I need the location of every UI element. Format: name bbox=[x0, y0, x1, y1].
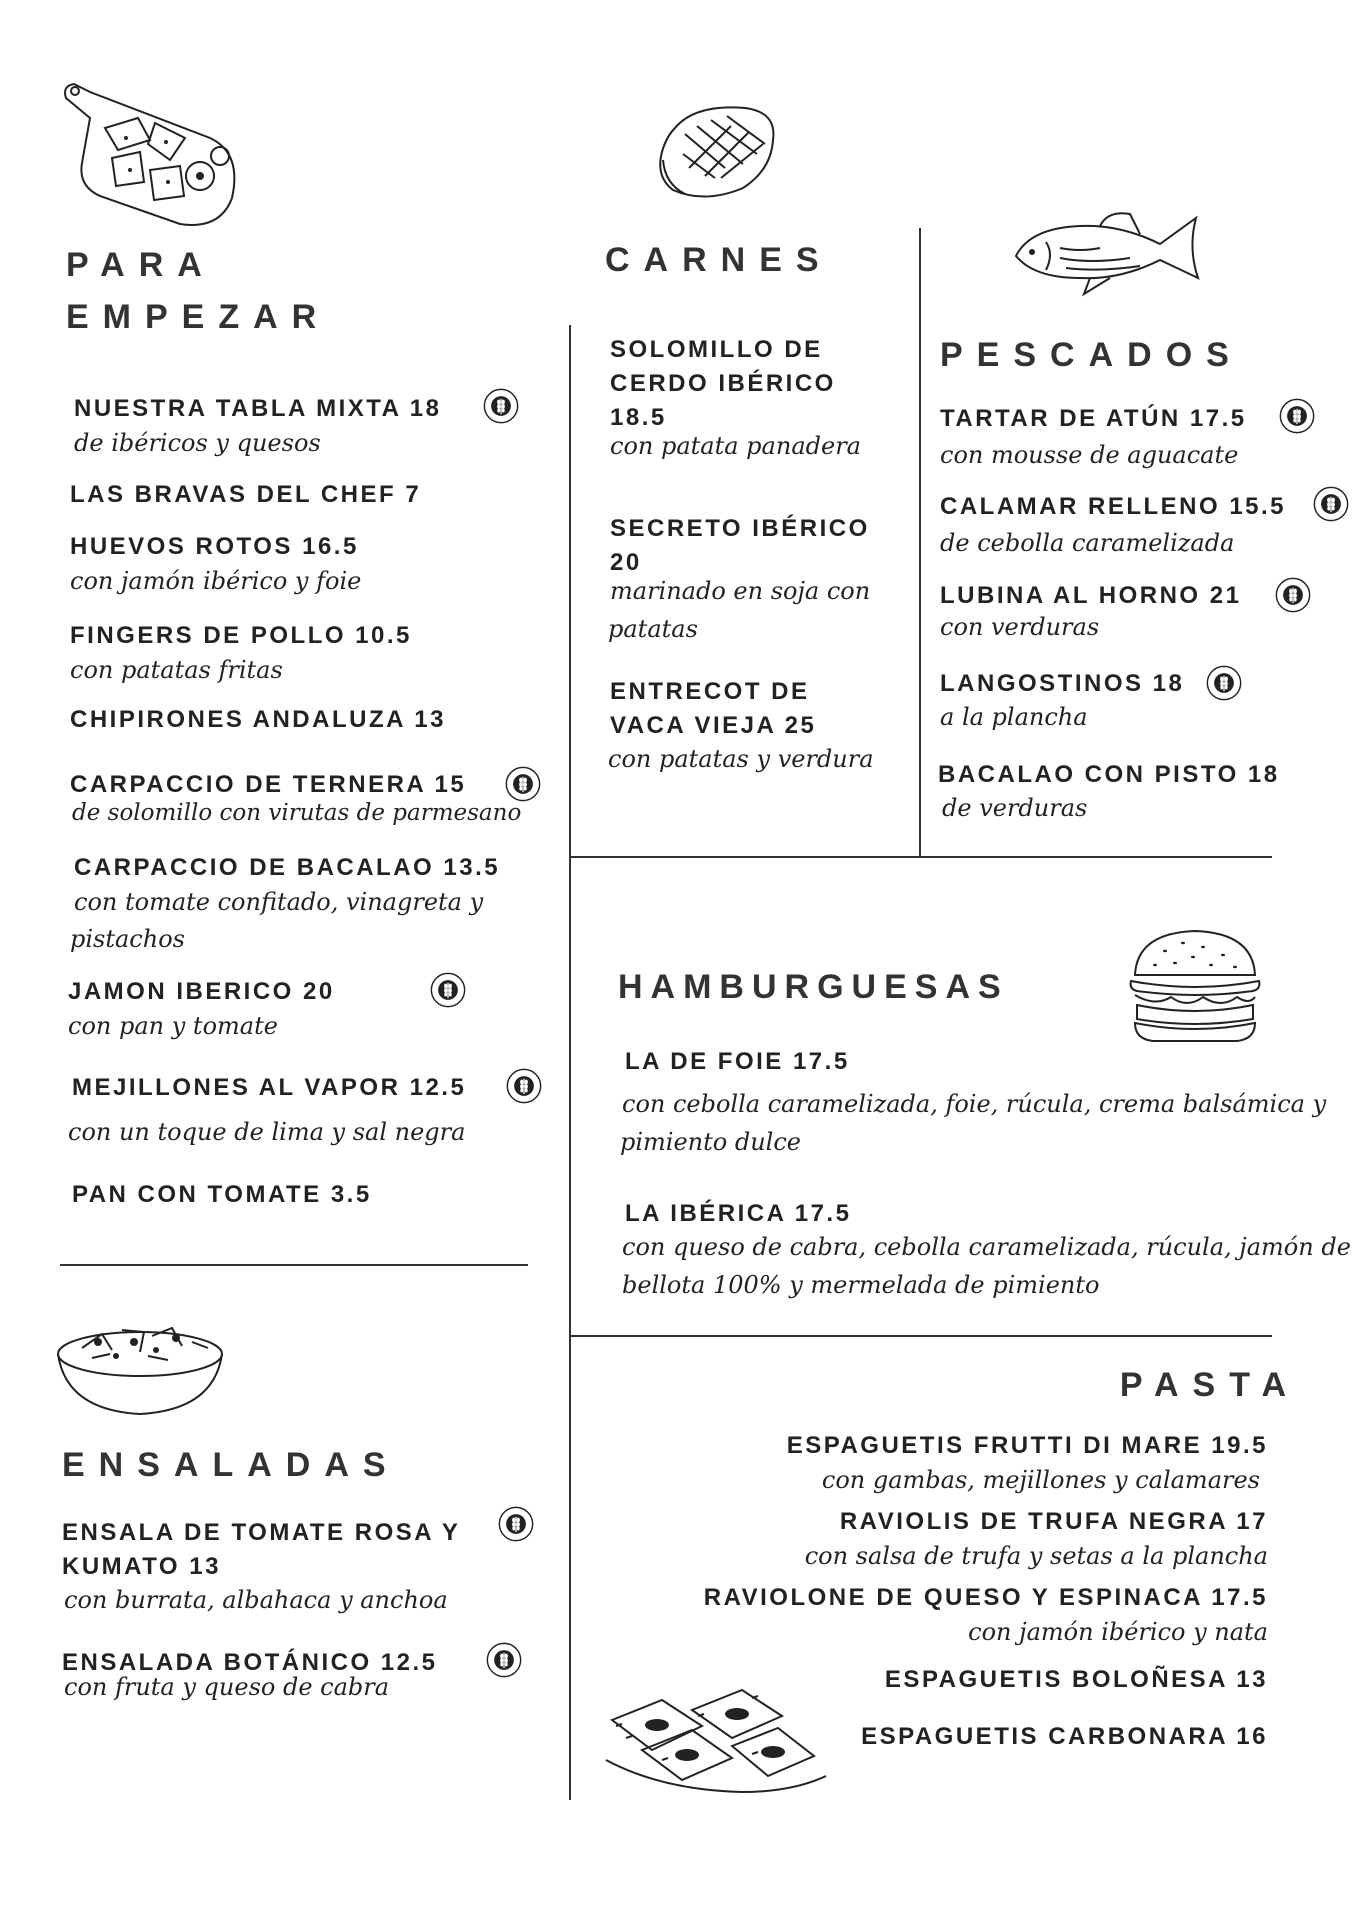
menu-item-name: SECRETO IBÉRICO bbox=[610, 515, 870, 542]
menu-item-name: PAN CON TOMATE 3.5 bbox=[72, 1181, 372, 1208]
divider-carnes-left bbox=[569, 325, 571, 1800]
menu-item-desc: de cebolla caramelizada bbox=[940, 529, 1235, 557]
menu-item-desc: con gambas, mejillones y calamares bbox=[821, 1466, 1260, 1494]
section-title-hamburguesas: HAMBURGUESAS bbox=[618, 968, 1009, 1006]
section-title-carnes: CARNES bbox=[605, 241, 833, 279]
section-title-ensaladas: ENSALADAS bbox=[62, 1446, 400, 1484]
menu-item-desc: marinado en soja con bbox=[610, 577, 871, 605]
salad-bowl-illustration bbox=[52, 1318, 227, 1418]
menu-item-name: ENSALA DE TOMATE ROSA Y bbox=[62, 1519, 461, 1546]
menu-item-desc: con un toque de lima y sal negra bbox=[68, 1118, 466, 1146]
gluten-free-icon bbox=[430, 972, 466, 1008]
menu-item-name: ESPAGUETIS CARBONARA 16 bbox=[861, 1723, 1268, 1750]
menu-item-name: SOLOMILLO DE bbox=[610, 336, 823, 363]
divider-hamburguesas-pasta bbox=[570, 1335, 1272, 1337]
menu-item-desc: pistachos bbox=[70, 925, 185, 953]
menu-item-desc: con jamón ibérico y nata bbox=[968, 1618, 1268, 1646]
menu-item-desc: con mousse de aguacate bbox=[940, 441, 1239, 469]
section-title-para: PARA bbox=[66, 246, 216, 284]
menu-item-name: VACA VIEJA 25 bbox=[610, 712, 817, 739]
menu-item-desc: con patatas fritas bbox=[70, 656, 283, 684]
section-title-pasta: PASTA bbox=[1119, 1366, 1300, 1404]
menu-item-name: ESPAGUETIS BOLOÑESA 13 bbox=[884, 1666, 1268, 1693]
menu-item-desc: con pan y tomate bbox=[68, 1012, 278, 1040]
menu-item-name: 20 bbox=[610, 549, 642, 576]
menu-item-name: CARPACCIO DE BACALAO 13.5 bbox=[74, 854, 501, 881]
menu-item-name: JAMON IBERICO 20 bbox=[68, 978, 335, 1005]
menu-item-desc: patatas bbox=[608, 615, 698, 643]
menu-item-desc: con patata panadera bbox=[610, 432, 861, 460]
menu-item-name: LAS BRAVAS DEL CHEF 7 bbox=[70, 481, 422, 508]
steak-illustration bbox=[655, 98, 785, 208]
menu-item-name: LA IBÉRICA 17.5 bbox=[625, 1200, 852, 1227]
divider-empezar-ensaladas bbox=[60, 1264, 528, 1266]
menu-item-name: RAVIOLONE DE QUESO Y ESPINACA 17.5 bbox=[703, 1584, 1268, 1611]
section-title-pescados: PESCADOS bbox=[940, 336, 1243, 374]
gluten-free-icon bbox=[506, 1068, 542, 1104]
menu-item-desc: con salsa de trufa y setas a la plancha bbox=[804, 1542, 1268, 1570]
menu-item-name: CARPACCIO DE TERNERA 15 bbox=[70, 771, 467, 798]
menu-item-desc: pimiento dulce bbox=[620, 1128, 801, 1156]
gluten-free-icon bbox=[1279, 398, 1315, 434]
menu-item-name: CHIPIRONES ANDALUZA 13 bbox=[70, 706, 446, 733]
menu-item-name: 18.5 bbox=[610, 404, 667, 431]
fish-illustration bbox=[1010, 208, 1205, 298]
menu-item-name: BACALAO CON PISTO 18 bbox=[938, 761, 1280, 788]
menu-item-desc: con queso de cabra, cebolla caramelizada, rúcula, jamón de bbox=[622, 1233, 1351, 1261]
divider-top-band bbox=[570, 856, 1272, 858]
gluten-free-icon bbox=[483, 388, 519, 424]
divider-carnes-pescados bbox=[919, 228, 921, 858]
menu-item-name: ENTRECOT DE bbox=[610, 678, 810, 705]
menu-item-name: CERDO IBÉRICO bbox=[610, 370, 836, 397]
menu-item-name: LA DE FOIE 17.5 bbox=[625, 1048, 850, 1075]
cutting-board-illustration bbox=[60, 78, 245, 233]
menu-item-name: NUESTRA TABLA MIXTA 18 bbox=[74, 395, 442, 422]
gluten-free-icon bbox=[498, 1506, 534, 1542]
menu-item-desc: con fruta y queso de cabra bbox=[64, 1673, 390, 1701]
menu-item-name: ENSALADA BOTÁNICO 12.5 bbox=[62, 1649, 438, 1676]
menu-item-desc: con burrata, albahaca y anchoa bbox=[64, 1586, 448, 1614]
menu-item-name: ESPAGUETIS FRUTTI DI MARE 19.5 bbox=[786, 1432, 1268, 1459]
menu-item-name: FINGERS DE POLLO 10.5 bbox=[70, 622, 412, 649]
menu-item-desc: bellota 100% y mermelada de pimiento bbox=[622, 1271, 1100, 1299]
menu-item-name: TARTAR DE ATÚN 17.5 bbox=[940, 405, 1247, 432]
menu-item-desc: a la plancha bbox=[940, 703, 1088, 731]
menu-item-desc: con verduras bbox=[940, 613, 1100, 641]
menu-item-desc: de verduras bbox=[942, 794, 1088, 822]
burger-illustration bbox=[1125, 925, 1265, 1045]
menu-item-name: LANGOSTINOS 18 bbox=[940, 670, 1185, 697]
menu-item-name: CALAMAR RELLENO 15.5 bbox=[940, 493, 1287, 520]
menu-item-name: LUBINA AL HORNO 21 bbox=[940, 582, 1242, 609]
gluten-free-icon bbox=[486, 1642, 522, 1678]
menu-item-name: HUEVOS ROTOS 16.5 bbox=[70, 533, 359, 560]
menu-item-desc: con cebolla caramelizada, foie, rúcula, crema balsámica y bbox=[622, 1090, 1327, 1118]
gluten-free-icon bbox=[1275, 577, 1311, 613]
menu-item-name: MEJILLONES AL VAPOR 12.5 bbox=[72, 1074, 467, 1101]
menu-item-desc: con patatas y verdura bbox=[608, 745, 874, 773]
menu-item-desc: de ibéricos y quesos bbox=[74, 429, 321, 457]
menu-item-desc: con tomate confitado, vinagreta y bbox=[74, 888, 484, 916]
menu-item-name: KUMATO 13 bbox=[62, 1553, 221, 1580]
section-title-empezar: EMPEZAR bbox=[66, 298, 331, 336]
menu-item-desc: con jamón ibérico y foie bbox=[70, 567, 362, 595]
menu-item-desc: de solomillo con virutas de parmesano bbox=[72, 800, 522, 826]
menu-item-name: RAVIOLIS DE TRUFA NEGRA 17 bbox=[839, 1508, 1268, 1535]
gluten-free-icon bbox=[1313, 486, 1349, 522]
ravioli-illustration bbox=[602, 1680, 832, 1800]
gluten-free-icon bbox=[1206, 665, 1242, 701]
